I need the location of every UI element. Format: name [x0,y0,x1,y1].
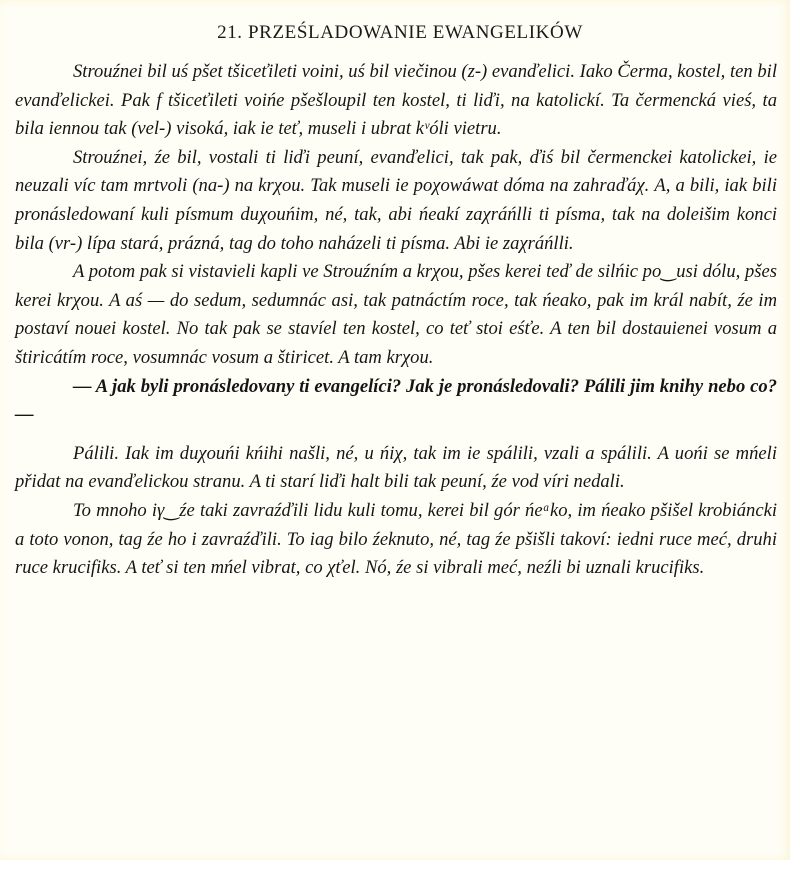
answer-paragraph-2: To mnoho iγ‿źe taki zavraźďili lidu kuli tomu, kerei bil gór ńeᵃko, im ńeako pšišel krobiáncki a toto vonon, tag źe ho i zavraźďili. To iag bilo źeknuto, né, tag źe pšišli takoví: iedni ruce meć, druhi ruce krucifiks. A teť si ten mńel vibrat, co χťel. Nó, źe si vibrali meć, neźli bi uznali krucifiks. [15,499,777,579]
paragraph-1: Strouźnei bil uś pšet tšiceťileti voini, uś bil viečinou (z-) evanďelici. Iako Čerma, kostel, ten bil evanďelickei. Pak f tšiceťileti voińe pšešloupil ten kostel, ti liďi, na katolickí. Ta čermencká vieś, ta bila iennou tak (vel-) visoká, iak ie teť, museli i ubrat kᵛóli vietru. [15,61,777,140]
answer-paragraph-1: Pálili. Iak im duχouńi kńihi našli, né, u ńiχ, tak im ie spálili, vzali a spálili. A uońi se mńeli přidat na evanďelickou stranu. A ti starí liďi halt bili tak peuní, źe vod víri nedali. [15,442,777,493]
paragraph-3: A potom pak si vistavieli kapli ve Strouźním a krχou, pšes kerei teď de silńic po‿usi dólu, pšes kerei krχou. A aś — do sedum, sedumnác asi, tak patnáctím roce, tak ńeako, pak im král nabít, źe im postaví nouei kostel. No tak pak se stavíel ten kostel, co teť stoi eśťe. A ten bil dostauienei vosum a štiricátím roce, vosumnác vosum a štiricet. A tam krχou. [15,261,777,368]
paragraph-2: Strouźnei, źe bil, vostali ti liďi peuní, evanďelici, tak pak, ďiś bil čermenckei katolickei, ie neuzali víc tam mrtvoli (na-) na krχou. Tak museli ie poχowáwat dóma na zahraďáχ. A, a bili, iak bili pronásledowaní kuli písmum duχouńim, né, tak, abi ńeakí zaχráńlli ti písma, tak na doleišim konci bila (vr-) lípa stará, prázná, tag do toho naházeli ti písma. Abi ie zaχráńlli. [15,146,777,254]
chapter-title: 21. PRZEŚLADOWANIE EWANGELIKÓW [217,22,583,43]
body-text [15,58,777,583]
interviewer-question: — A jak byli pronásledovany ti evangelíci? Jak je pronásledovali? Pálili jim knihy nebo co? — [15,375,777,426]
